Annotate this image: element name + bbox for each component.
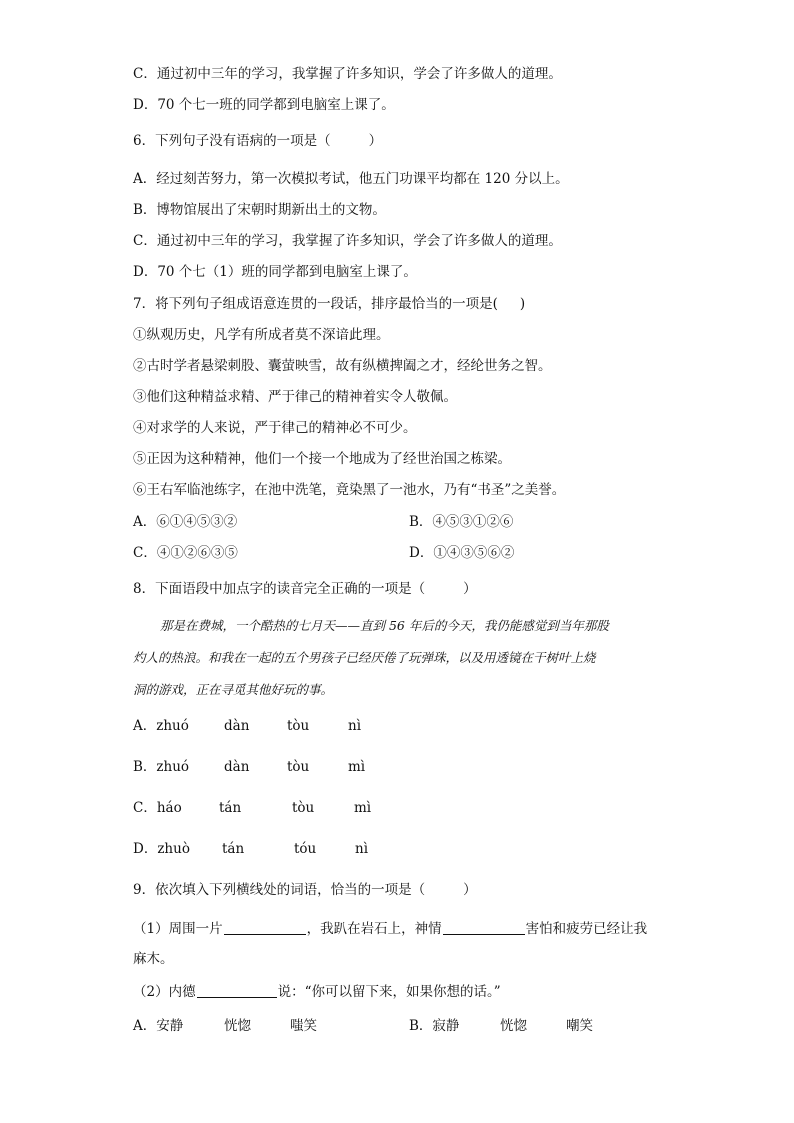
q6-option-d: D．70 个七（1）班的同学都到电脑室上课了。 (133, 264, 417, 280)
q9-stem (133, 884, 477, 898)
q9-stem-close: ） (463, 882, 477, 898)
q8-option-c-p2: tán (219, 800, 242, 816)
q6-stem-close: ） (368, 133, 383, 149)
q9-s2-part-b: 说：“你可以留下来，如果你想的话。” (277, 984, 501, 1000)
q9-sentence-2 (133, 985, 501, 1000)
q9-option-a-3: 嗤笑 (290, 1018, 317, 1034)
q9-option-a-2: 恍惚 (224, 1018, 251, 1034)
q7-sentence-6: ⑥王右军临池练字，在池中洗笔，竟染黑了一池水，乃有“书圣”之美誉。 (133, 482, 566, 498)
q9-option-b-1: B．寂静 (409, 1018, 460, 1034)
q7-sentence-4: ④对求学的人来说，严于律己的精神必不可少。 (133, 420, 417, 436)
q6-stem-text: 6．下列句子没有语病的一项是（ (133, 133, 331, 149)
q8-option-d-p2: tán (222, 841, 245, 857)
q7-sentence-3: ③他们这种精益求精、严于律己的精神着实令人敬佩。 (133, 389, 457, 405)
q8-stem-close: ） (463, 581, 477, 597)
q8-option-b-p4: mì (348, 759, 366, 775)
q8-option-c-p4: mì (354, 800, 372, 816)
q9-sentence-1-cont: 麻木。 (133, 951, 174, 967)
q8-option-b-p3: tòu (287, 759, 310, 775)
q7-option-d: D．①④③⑤⑥② (409, 545, 515, 561)
q6-option-a: A．经过刻苦努力，第一次模拟考试，他五门功课平均都在 120 分以上。 (133, 171, 569, 187)
q9-s1-part-b: ，我趴在岩石上，神情 (306, 921, 442, 937)
q8-passage-line-1: 那是在费城，一个酷热的七月天——直到 56 年后的今天，我仍能感觉到当年那股 (160, 618, 609, 633)
q9-stem-text: 9．依次填入下列横线处的词语，恰当的一项是（ (133, 882, 426, 898)
q9-option-b-3: 嘲笑 (566, 1018, 593, 1034)
q7-option-c: C．④①②⑥③⑤ (133, 545, 238, 561)
q8-stem-text: 8．下面语段中加点字的读音完全正确的一项是（ (133, 581, 426, 597)
q7-option-a: A．⑥①④⑤③② (133, 514, 238, 530)
q8-option-b-letter: B．zhuó (133, 759, 190, 775)
q8-option-a-p2: dàn (224, 718, 250, 734)
q8-option-a-letter: A．zhuó (133, 718, 189, 734)
q9-s1-part-c: 害怕和疲劳已经让我 (525, 921, 648, 937)
q8-option-c-p3: tòu (292, 800, 315, 816)
q8-passage-line-3: 洞的游戏，正在寻觅其他好玩的事。 (133, 682, 334, 697)
q8-option-d-letter: D．zhuò (133, 841, 190, 857)
q9-blank-1 (224, 922, 306, 935)
q8-stem (133, 583, 477, 597)
q8-passage-line-2: 灼人的热浪。和我在一起的五个男孩子已经厌倦了玩弹珠，以及用透镜在干树叶上烧 (133, 650, 596, 665)
q6-stem (133, 135, 382, 149)
q8-option-a-p4: nì (348, 718, 362, 734)
q7-sentence-2: ②古时学者悬梁刺股、囊萤映雪，故有纵横捭阖之才，经纶世务之智。 (133, 358, 552, 374)
q7-sentence-1: ①纵观历史，凡学有所成者莫不深谙此理。 (133, 327, 390, 343)
q9-blank-2 (443, 922, 525, 935)
q9-blank-3 (197, 985, 277, 998)
q6-option-b: B．博物馆展出了宋朝时期新出土的文物。 (133, 202, 386, 218)
q8-option-d-p3: tóu (294, 841, 317, 857)
q7-stem-text: 7．将下列句子组成语意连贯的一段话，排序最恰当的一项是( (133, 296, 498, 312)
q7-option-b: B．④⑤③①②⑥ (409, 514, 514, 530)
q7-stem-close: ) (519, 296, 526, 312)
q9-sentence-1 (133, 922, 647, 937)
q5-option-c: C．通过初中三年的学习，我掌握了许多知识，学会了许多做人的道理。 (133, 66, 562, 82)
q8-option-a-p3: tòu (287, 718, 310, 734)
q9-option-b-2: 恍惚 (500, 1018, 527, 1034)
q7-sentence-5: ⑤正因为这种精神，他们一个接一个地成为了经世治国之栋梁。 (133, 451, 511, 467)
q8-option-d-p4: nì (355, 841, 369, 857)
q9-option-a-1: A．安静 (133, 1018, 184, 1034)
q8-option-c-letter: C．háo (133, 800, 182, 816)
q6-option-c: C．通过初中三年的学习，我掌握了许多知识，学会了许多做人的道理。 (133, 233, 562, 249)
q9-s1-part-a: （1）周围一片 (133, 921, 223, 937)
q5-option-d: D．70 个七一班的同学都到电脑室上课了。 (133, 97, 395, 113)
q8-option-b-p2: dàn (224, 759, 250, 775)
q9-s2-part-a: （2）内德 (133, 984, 196, 1000)
q7-stem (133, 298, 525, 312)
